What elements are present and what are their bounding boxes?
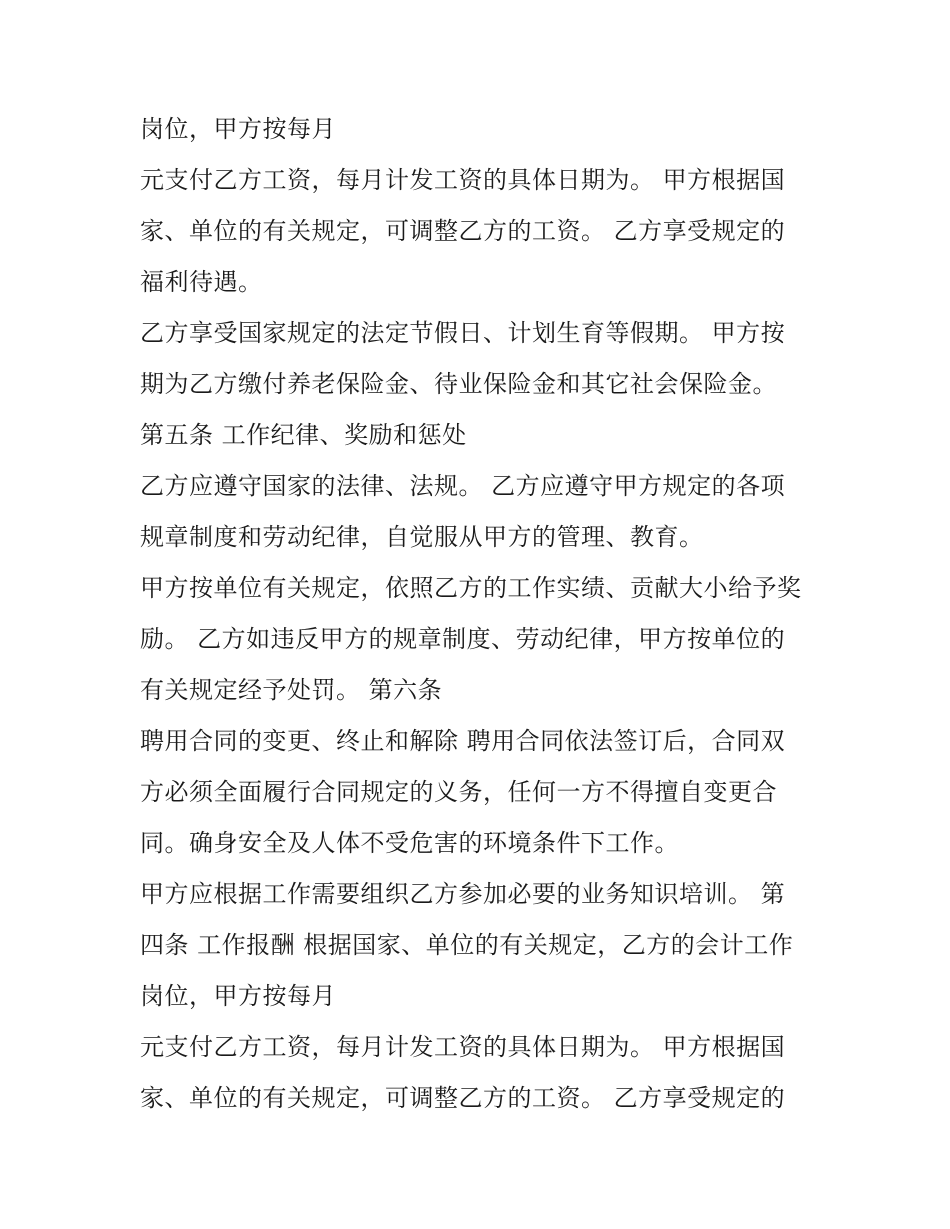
text-line: 聘用合同的变更、终止和解除 聘用合同依法签订后，合同双 [140,727,786,755]
text-line: 期为乙方缴付养老保险金、待业保险金和其它社会保险金。 [140,370,777,398]
text-line: 方必须全面履行合同规定的义务，任何一方不得擅自变更合 [140,778,777,806]
text-line: 励。 乙方如违反甲方的规章制度、劳动纪律，甲方按单位的 [140,625,786,653]
section-heading-article-5: 第五条 工作纪律、奖励和惩处 [140,421,467,449]
text-line: 甲方应根据工作需要组织乙方参加必要的业务知识培训。 第 [140,880,786,908]
text-line: 家、单位的有关规定，可调整乙方的工资。 乙方享受规定的 [140,217,786,245]
contract-text-block [140,104,830,1124]
text-line: 乙方应遵守国家的法律、法规。 乙方应遵守甲方规定的各项 [140,472,786,500]
text-line: 四条 工作报酬 根据国家、单位的有关规定，乙方的会计工作 [140,931,794,959]
text-line: 元支付乙方工资，每月计发工资的具体日期为。 甲方根据国 [140,1033,786,1061]
text-line: 岗位，甲方按每月 [140,982,336,1010]
text-line: 福利待遇。 [140,268,263,296]
text-line: 规章制度和劳动纪律，自觉服从甲方的管理、教育。 [140,523,704,551]
text-line: 元支付乙方工资，每月计发工资的具体日期为。 甲方根据国 [140,166,786,194]
text-line: 同。确身安全及人体不受危害的环境条件下工作。 [140,829,679,857]
text-line: 乙方享受国家规定的法定节假日、计划生育等假期。 甲方按 [140,319,786,347]
text-line: 有关规定经予处罚。 第六条 [140,676,443,704]
text-line: 家、单位的有关规定，可调整乙方的工资。 乙方享受规定的 [140,1084,786,1112]
text-line: 岗位，甲方按每月 [140,115,336,143]
text-line: 甲方按单位有关规定，依照乙方的工作实绩、贡献大小给予奖 [140,574,802,602]
